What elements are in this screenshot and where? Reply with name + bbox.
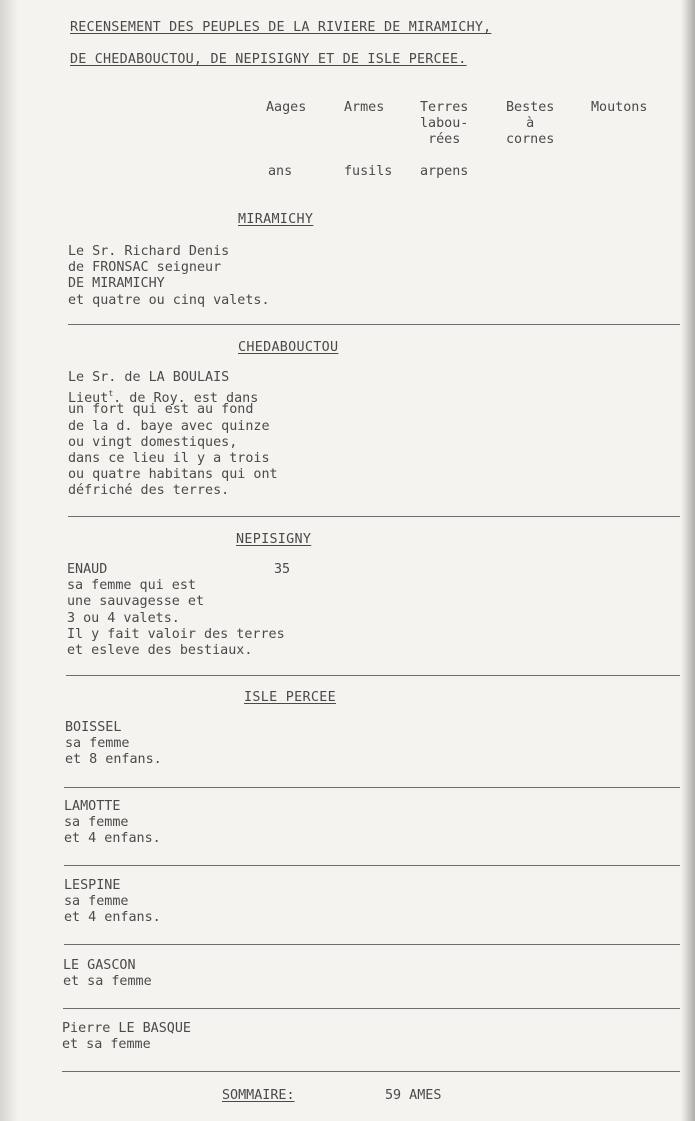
unit-armes: fusils bbox=[344, 164, 393, 179]
column-label: à bbox=[526, 116, 535, 131]
entry-line: 3 ou 4 valets. bbox=[67, 610, 180, 626]
column-label: Armes bbox=[344, 100, 385, 115]
entry-line: ou quatre habitans qui ont bbox=[68, 467, 278, 483]
entry-divider bbox=[64, 944, 680, 945]
column-label: Aages bbox=[266, 100, 307, 115]
section-title-isle-percee: ISLE PERCEE bbox=[244, 690, 336, 705]
entry-line: Il y fait valoir des terres bbox=[67, 626, 285, 642]
column-label: rées bbox=[428, 132, 461, 147]
entry-line: et quatre ou cinq valets. bbox=[68, 292, 270, 308]
summary-count: 59 AMES bbox=[385, 1088, 442, 1103]
summary-label: SOMMAIRE: bbox=[222, 1088, 295, 1103]
age-enaud: 35 bbox=[274, 562, 291, 577]
page-edge-shadow-left bbox=[0, 0, 18, 1121]
column-header-bestes bbox=[506, 100, 554, 148]
entry-line: de FRONSAC seigneur bbox=[68, 260, 222, 276]
entry-isle-percee-boissel bbox=[65, 720, 162, 769]
column-label: Terres bbox=[420, 100, 469, 115]
summary-value bbox=[385, 1088, 441, 1103]
entry-isle-percee-pierre-le-basque bbox=[62, 1021, 191, 1053]
entry-line: sa femme bbox=[64, 815, 129, 831]
section-divider bbox=[68, 516, 680, 517]
entry-line: sa femme bbox=[64, 894, 129, 910]
entry-line bbox=[68, 386, 278, 407]
entry-line: BOISSEL bbox=[65, 720, 122, 735]
entry-line-part: Lieut bbox=[68, 391, 109, 407]
entry-isle-percee-lamotte bbox=[64, 799, 161, 848]
entry-divider bbox=[64, 865, 680, 866]
column-label: labou- bbox=[420, 116, 469, 131]
column-label: cornes bbox=[506, 132, 555, 147]
column-header-moutons bbox=[591, 100, 647, 116]
title-line-2: DE CHEDABOUCTOU, DE NEPISIGNY ET DE ISLE PERCEE. bbox=[70, 52, 467, 67]
entry-line: et sa femme bbox=[62, 1037, 151, 1053]
entry-chedabouctou-la-boulais bbox=[68, 370, 278, 500]
entry-line: ENAUD bbox=[67, 562, 108, 577]
entry-line: Le Sr. Richard Denis bbox=[68, 244, 230, 259]
entry-line: défriché des terres. bbox=[68, 483, 230, 499]
entry-line: de la d. baye avec quinze bbox=[68, 418, 270, 434]
entry-miramichy-richard-denis bbox=[68, 244, 270, 309]
entry-line: et sa femme bbox=[63, 974, 152, 990]
column-label: Moutons bbox=[591, 100, 648, 115]
section-title-chedabouctou: CHEDABOUCTOU bbox=[238, 340, 339, 355]
entry-line: dans ce lieu il y a trois bbox=[68, 450, 270, 466]
entry-line: une sauvagesse et bbox=[67, 594, 205, 610]
entry-line: et 4 enfans. bbox=[64, 831, 161, 847]
section-title-nepisigny: NEPISIGNY bbox=[236, 532, 312, 547]
entry-divider bbox=[63, 1008, 680, 1009]
entry-line-part: . de Roy. est dans bbox=[113, 391, 259, 407]
entry-line: LAMOTTE bbox=[64, 799, 121, 814]
unit-aages: ans bbox=[268, 164, 293, 179]
entry-isle-percee-le-gascon bbox=[63, 958, 152, 990]
entry-line: et 8 enfans. bbox=[65, 752, 162, 768]
entry-line: ou vingt domestiques, bbox=[68, 434, 238, 450]
entry-line: sa femme qui est bbox=[67, 578, 196, 594]
entry-isle-percee-lespine bbox=[64, 878, 161, 927]
entry-divider bbox=[64, 787, 680, 788]
entry-line: LE GASCON bbox=[63, 958, 136, 973]
column-header-aages bbox=[266, 100, 306, 116]
entry-line: un fort qui est au fond bbox=[68, 402, 254, 418]
unit-terres: arpens bbox=[420, 164, 469, 179]
column-header-terres bbox=[420, 100, 468, 148]
column-label: Bestes bbox=[506, 100, 555, 115]
title-line-1: RECENSEMENT DES PEUPLES DE LA RIVIERE DE MIRAMICHY, bbox=[70, 20, 492, 35]
entry-line: et 4 enfans. bbox=[64, 910, 161, 926]
entry-divider bbox=[62, 1071, 680, 1072]
entry-line: DE MIRAMICHY bbox=[68, 276, 165, 292]
entry-line: LESPINE bbox=[64, 878, 121, 893]
entry-line: sa femme bbox=[65, 736, 130, 752]
entry-nepisigny-enaud bbox=[67, 562, 285, 659]
entry-line: Pierre LE BASQUE bbox=[62, 1021, 191, 1036]
section-divider bbox=[68, 324, 680, 325]
superscript: t bbox=[108, 389, 114, 399]
entry-line: Le Sr. de LA BOULAIS bbox=[68, 370, 230, 385]
column-header-armes bbox=[344, 100, 384, 116]
section-title-miramichy: MIRAMICHY bbox=[238, 212, 314, 227]
entry-line: et esleve des bestiaux. bbox=[67, 642, 253, 658]
page-edge-shadow-right bbox=[681, 0, 695, 1121]
section-divider bbox=[66, 675, 680, 676]
